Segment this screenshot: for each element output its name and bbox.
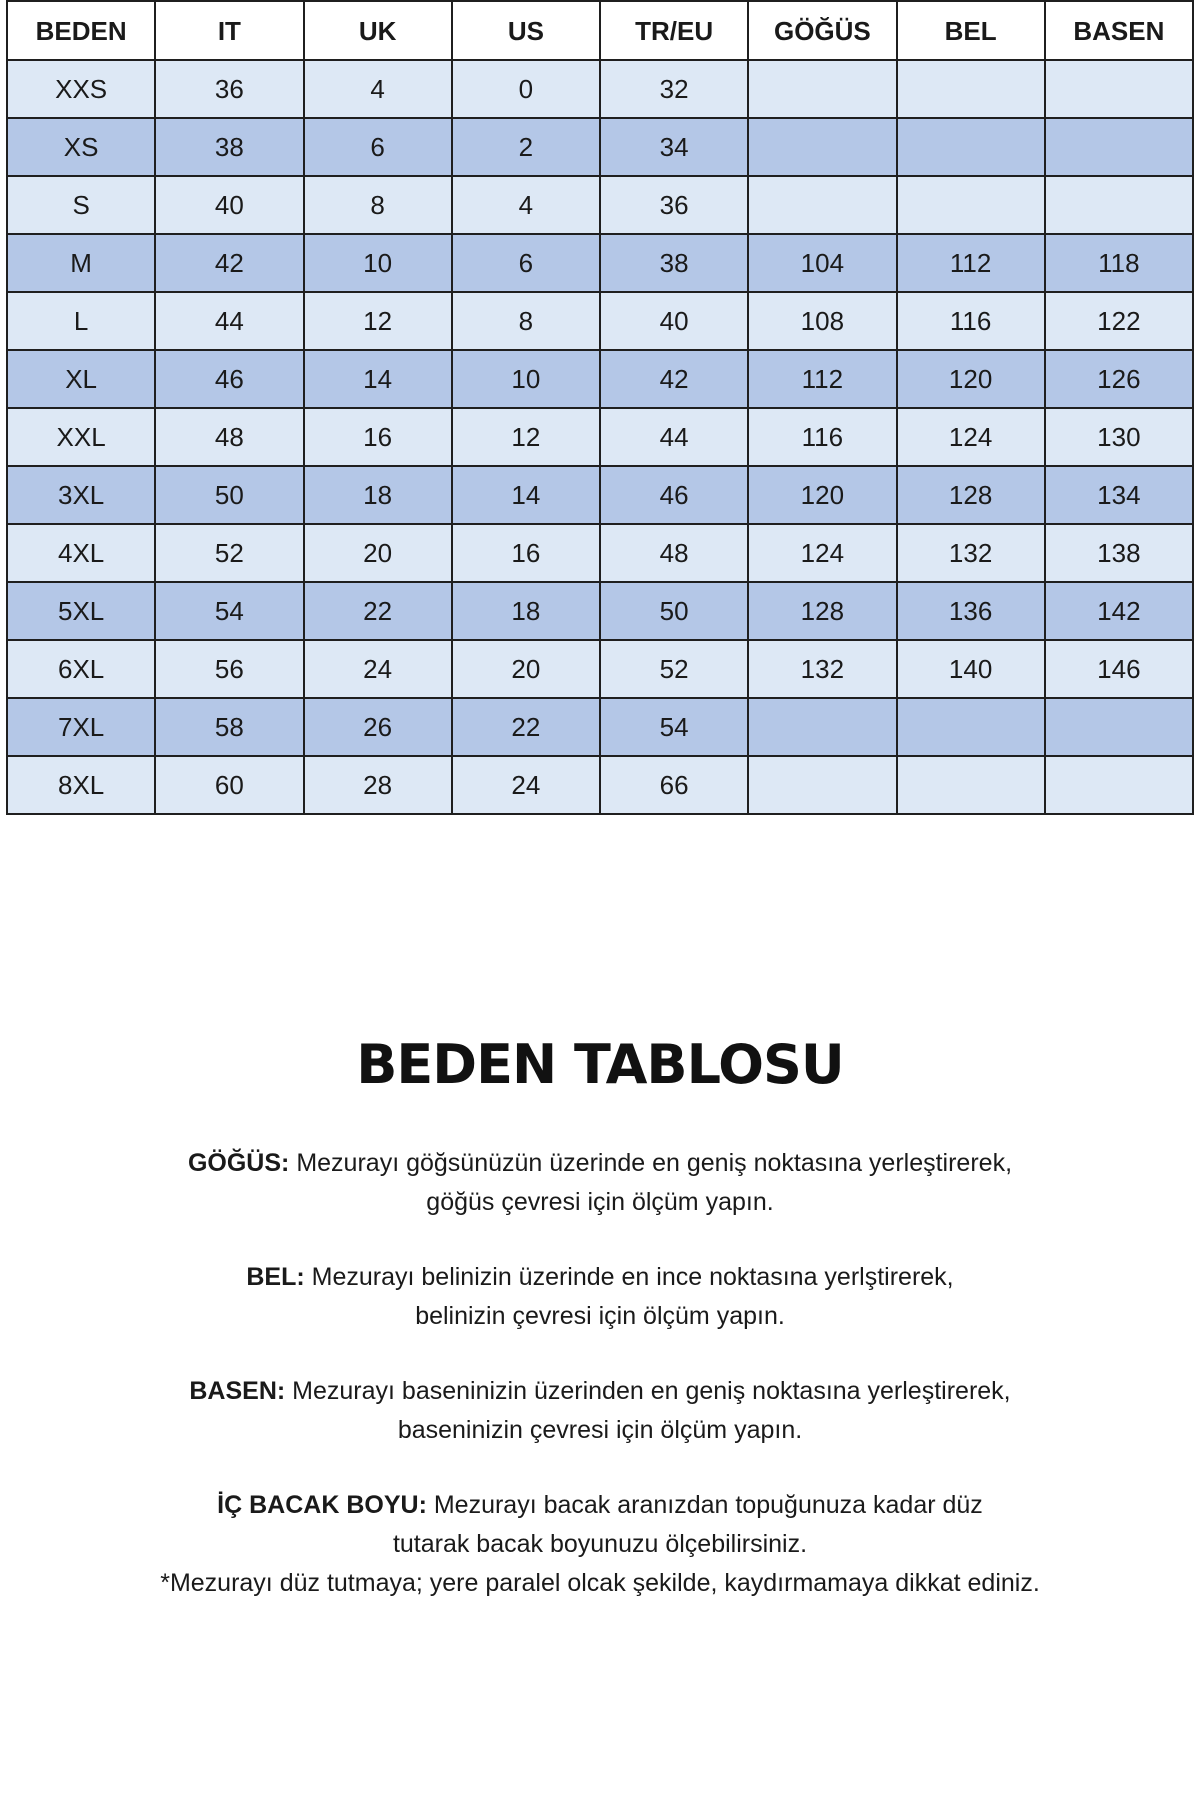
guide-text: baseninizin çevresi için ölçüm yapın. <box>397 1416 803 1444</box>
table-cell: 118 <box>1045 234 1193 292</box>
table-cell: 12 <box>452 408 600 466</box>
table-cell: 12 <box>304 292 452 350</box>
table-cell <box>897 756 1045 814</box>
table-cell: 132 <box>897 524 1045 582</box>
table-cell: 24 <box>304 640 452 698</box>
table-row <box>7 60 1193 118</box>
guide-term: BASEN: <box>189 1377 286 1405</box>
guide-text: Mezurayı baseninizin üzerinden en geniş noktasına yerleştirerek, <box>292 1377 1011 1405</box>
table-cell: 130 <box>1045 408 1193 466</box>
size-label-cell: XL <box>7 350 155 408</box>
table-cell: 126 <box>1045 350 1193 408</box>
table-row <box>7 582 1193 640</box>
table-cell: 108 <box>748 292 896 350</box>
size-label-cell: XXL <box>7 408 155 466</box>
table-cell <box>748 176 896 234</box>
table-cell: 104 <box>748 234 896 292</box>
table-cell: 40 <box>155 176 303 234</box>
table-cell: 42 <box>600 350 748 408</box>
table-cell: 18 <box>304 466 452 524</box>
table-cell: 16 <box>304 408 452 466</box>
table-cell: 66 <box>600 756 748 814</box>
guide-note: *Mezurayı düz tutmaya; yere paralel olcak şekilde, kaydırmamaya dikkat ediniz. <box>160 1569 1040 1597</box>
guide-term: GÖĞÜS: <box>187 1149 290 1177</box>
table-cell: 50 <box>600 582 748 640</box>
guide-line <box>0 1486 1200 1525</box>
table-cell: 48 <box>600 524 748 582</box>
table-cell: 24 <box>452 756 600 814</box>
table-cell: 140 <box>897 640 1045 698</box>
column-header: US <box>452 1 600 60</box>
table-cell <box>1045 118 1193 176</box>
table-row <box>7 698 1193 756</box>
size-label-cell: S <box>7 176 155 234</box>
table-cell: 32 <box>600 60 748 118</box>
table-cell <box>748 756 896 814</box>
table-cell: 124 <box>748 524 896 582</box>
table-cell: 14 <box>452 466 600 524</box>
table-cell: 0 <box>452 60 600 118</box>
table-cell: 54 <box>155 582 303 640</box>
size-label-cell: XS <box>7 118 155 176</box>
table-cell: 58 <box>155 698 303 756</box>
table-row <box>7 118 1193 176</box>
table-cell: 42 <box>155 234 303 292</box>
table-cell: 2 <box>452 118 600 176</box>
table-cell: 128 <box>897 466 1045 524</box>
table-cell: 112 <box>897 234 1045 292</box>
guide-text: belinizin çevresi için ölçüm yapın. <box>415 1302 785 1330</box>
table-cell: 44 <box>155 292 303 350</box>
table-cell: 40 <box>600 292 748 350</box>
table-cell: 8 <box>304 176 452 234</box>
table-cell: 36 <box>155 60 303 118</box>
table-cell: 46 <box>155 350 303 408</box>
table-cell: 116 <box>897 292 1045 350</box>
size-label-cell: 8XL <box>7 756 155 814</box>
table-cell: 4 <box>452 176 600 234</box>
table-cell: 38 <box>155 118 303 176</box>
size-table <box>6 0 1194 815</box>
size-label-cell: 6XL <box>7 640 155 698</box>
table-cell: 22 <box>304 582 452 640</box>
table-cell: 10 <box>304 234 452 292</box>
size-label-cell: 3XL <box>7 466 155 524</box>
table-row <box>7 408 1193 466</box>
column-header: GÖĞÜS <box>748 1 896 60</box>
table-row <box>7 756 1193 814</box>
guide-line <box>0 1258 1200 1297</box>
size-label-cell: 7XL <box>7 698 155 756</box>
table-cell: 52 <box>155 524 303 582</box>
table-cell: 48 <box>155 408 303 466</box>
column-header: BEDEN <box>7 1 155 60</box>
table-cell <box>1045 60 1193 118</box>
table-row <box>7 292 1193 350</box>
table-cell: 10 <box>452 350 600 408</box>
table-cell: 54 <box>600 698 748 756</box>
table-cell: 136 <box>897 582 1045 640</box>
table-cell: 142 <box>1045 582 1193 640</box>
table-cell: 14 <box>304 350 452 408</box>
table-cell: 4 <box>304 60 452 118</box>
size-label-cell: 4XL <box>7 524 155 582</box>
table-cell: 28 <box>304 756 452 814</box>
guide-line <box>0 1144 1200 1183</box>
table-row <box>7 234 1193 292</box>
table-cell: 122 <box>1045 292 1193 350</box>
table-cell: 6 <box>452 234 600 292</box>
column-header: IT <box>155 1 303 60</box>
table-cell: 22 <box>452 698 600 756</box>
table-row <box>7 466 1193 524</box>
size-label-cell: L <box>7 292 155 350</box>
table-cell <box>897 60 1045 118</box>
guide-text: Mezurayı belinizin üzerinde en ince noktasına yerlştirerek, <box>311 1263 954 1291</box>
table-cell: 20 <box>304 524 452 582</box>
size-label-cell: XXS <box>7 60 155 118</box>
column-header: UK <box>304 1 452 60</box>
table-cell: 124 <box>897 408 1045 466</box>
table-cell: 132 <box>748 640 896 698</box>
table-header-row <box>7 1 1193 60</box>
table-cell: 112 <box>748 350 896 408</box>
guide-title: BEDEN TABLOSU <box>356 1033 844 1096</box>
guide-text: Mezurayı göğsünüzün üzerinde en geniş noktasına yerleştirerek, <box>296 1149 1013 1177</box>
table-cell: 44 <box>600 408 748 466</box>
guide-text: Mezurayı bacak aranızdan topuğunuza kadar düz <box>433 1491 983 1519</box>
table-cell: 8 <box>452 292 600 350</box>
table-cell <box>1045 756 1193 814</box>
table-cell: 34 <box>600 118 748 176</box>
guide-term: BEL: <box>246 1263 305 1291</box>
table-cell: 120 <box>897 350 1045 408</box>
guide-line <box>0 1372 1200 1411</box>
table-row <box>7 176 1193 234</box>
guide-term: İÇ BACAK BOYU: <box>217 1491 427 1519</box>
measurement-guide <box>0 1030 1200 1639</box>
size-label-cell: M <box>7 234 155 292</box>
table-cell: 116 <box>748 408 896 466</box>
table-cell: 26 <box>304 698 452 756</box>
table-row <box>7 640 1193 698</box>
table-cell: 16 <box>452 524 600 582</box>
table-row <box>7 524 1193 582</box>
column-header: BASEN <box>1045 1 1193 60</box>
table-cell <box>1045 176 1193 234</box>
table-cell <box>748 60 896 118</box>
table-body <box>7 60 1193 814</box>
table-cell: 60 <box>155 756 303 814</box>
table-cell: 128 <box>748 582 896 640</box>
table-cell: 20 <box>452 640 600 698</box>
table-cell <box>897 118 1045 176</box>
table-row <box>7 350 1193 408</box>
table-cell: 6 <box>304 118 452 176</box>
guide-section-ic-bacak <box>0 1486 1200 1603</box>
table-cell <box>1045 698 1193 756</box>
table-cell: 36 <box>600 176 748 234</box>
table-cell: 52 <box>600 640 748 698</box>
table-cell: 38 <box>600 234 748 292</box>
guide-section-basen <box>0 1372 1200 1450</box>
table-cell: 46 <box>600 466 748 524</box>
table-cell: 56 <box>155 640 303 698</box>
column-header: BEL <box>897 1 1045 60</box>
table-cell: 50 <box>155 466 303 524</box>
guide-section-gogus <box>0 1144 1200 1222</box>
guide-text: tutarak bacak boyunuzu ölçebilirsiniz. <box>392 1530 808 1558</box>
guide-section-bel <box>0 1258 1200 1336</box>
guide-text: göğüs çevresi için ölçüm yapın. <box>426 1188 774 1216</box>
table-cell: 134 <box>1045 466 1193 524</box>
size-label-cell: 5XL <box>7 582 155 640</box>
table-cell: 146 <box>1045 640 1193 698</box>
table-cell <box>897 698 1045 756</box>
table-cell <box>748 698 896 756</box>
column-header: TR/EU <box>600 1 748 60</box>
table-cell: 138 <box>1045 524 1193 582</box>
table-cell <box>748 118 896 176</box>
table-cell <box>897 176 1045 234</box>
table-cell: 120 <box>748 466 896 524</box>
table-cell: 18 <box>452 582 600 640</box>
